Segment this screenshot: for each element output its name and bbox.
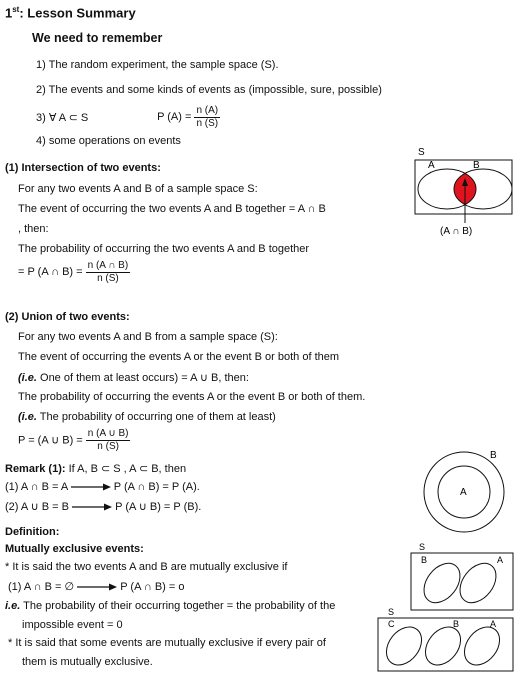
event-a-label: A <box>428 160 435 171</box>
implies-arrow-icon <box>72 502 112 512</box>
event-b-label: B <box>421 555 428 565</box>
union-formula-lhs: P = (A ∪ B) = <box>18 434 83 447</box>
probability-fraction <box>194 105 220 129</box>
definition-line-6: them is mutually exclusive. <box>22 656 153 668</box>
fraction-numerator: n (A ∪ B) <box>87 428 129 439</box>
union-line-2: The event of occurring the events A or the event B or both of them <box>18 351 340 363</box>
ie-abbrev: (i.e. <box>18 411 37 423</box>
event-a-label: A <box>497 555 504 565</box>
section-subtitle: We need to remember <box>32 31 163 45</box>
remark-rule-1 <box>5 481 200 493</box>
remark-label: Remark (1): <box>5 463 66 475</box>
definition-line-2 <box>8 580 185 593</box>
definition-line-1: * It is said the two events A and B are mutually exclusive if <box>5 561 288 573</box>
fraction-denominator: n (S) <box>97 272 119 284</box>
implies-arrow-icon <box>71 482 111 492</box>
remember-item-4: 4) some operations on events <box>36 135 181 147</box>
remember-item-1: 1) The random experiment, the sample space (S). <box>36 59 279 71</box>
fraction-denominator: n (S) <box>196 117 219 129</box>
fraction-numerator: n (A) <box>196 105 219 116</box>
definition-heading: Definition: <box>5 526 60 538</box>
remark-rule-2 <box>5 500 201 513</box>
ie-abbrev: i.e. <box>5 600 21 612</box>
event-a-label: A <box>460 487 467 498</box>
event-b-ellipse <box>418 620 467 672</box>
remember-item-3-p: P (A) = <box>157 111 192 123</box>
implies-arrow-icon <box>77 582 117 592</box>
union-line-3-text: One of them at least occurs) = A ∪ B, then: <box>36 372 249 384</box>
union-line-5-text: The probability of occurring one of them at least) <box>36 411 276 423</box>
event-b-label: B <box>473 160 480 171</box>
remark-rule-1-rhs: P (A ∩ B) = P (A). <box>113 481 200 493</box>
remark-rule-1-lhs: (1) A ∩ B = A <box>5 481 68 493</box>
union-line-1: For any two events A and B from a sample space (S): <box>18 331 278 343</box>
event-a-label: A <box>490 619 497 629</box>
union-heading: (2) Union of two events: <box>5 311 130 323</box>
ie-abbrev: (i.e. <box>18 372 37 384</box>
remark-condition: If A, B ⊂ S , A ⊂ B, then <box>65 463 187 475</box>
event-c-label: C <box>388 619 395 629</box>
event-a-ellipse <box>457 620 506 672</box>
subset-venn-diagram <box>418 446 508 536</box>
event-b-label: B <box>453 619 460 629</box>
definition-line-3-text: The probability of their occurring together = the probability of the <box>20 600 336 612</box>
intersection-formula-lhs: = P (A ∩ B) = <box>18 266 83 278</box>
sample-space-label: S <box>419 542 426 552</box>
definition-subheading: Mutually exclusive events: <box>5 543 144 555</box>
event-a-ellipse <box>453 556 504 609</box>
fraction-denominator: n (S) <box>97 440 119 452</box>
event-c-ellipse <box>379 620 428 672</box>
intersection-fraction <box>86 260 131 284</box>
intersection-formula <box>18 260 130 284</box>
intersection-venn-diagram <box>412 145 517 240</box>
union-fraction <box>86 428 131 452</box>
intersection-caption: (A ∩ B) <box>440 226 473 237</box>
remember-item-3-lhs: 3) ∀ A ⊂ S <box>36 111 89 124</box>
remark-rule-2-lhs: (2) A ∪ B = B <box>5 501 69 513</box>
definition-line-2-rhs: P (A ∩ B) = o <box>120 581 185 593</box>
remember-item-2: 2) The events and some kinds of events as (impossible, sure, possible) <box>36 84 382 96</box>
page-title: 1st: Lesson Summary <box>5 5 136 21</box>
sample-space-label: S <box>418 147 425 158</box>
definition-line-4: impossible event = 0 <box>22 619 123 631</box>
intersection-line-2: The event of occurring the two events A and B together = A ∩ B <box>18 203 326 215</box>
intersection-line-1: For any two events A and B of a sample space S: <box>18 183 258 195</box>
sample-space-label: S <box>388 607 395 617</box>
union-line-3 <box>18 371 249 384</box>
disjoint-three-diagram <box>376 606 516 674</box>
intersection-heading: (1) Intersection of two events: <box>5 162 161 174</box>
union-line-4: The probability of occurring the events A or the event B or both of them. <box>18 391 366 403</box>
intersection-line-4: The probability of occurring the two events A and B together <box>18 243 310 255</box>
intersection-line-3: , then: <box>18 223 49 235</box>
definition-line-2-lhs: (1) A ∩ B = ∅ <box>8 581 75 593</box>
union-formula <box>18 428 130 452</box>
remark-rule-2-rhs: P (A ∪ B) = P (B). <box>115 501 202 513</box>
definition-line-3 <box>5 600 335 612</box>
definition-line-5: * It is said that some events are mutually exclusive if every pair of <box>8 637 326 649</box>
remember-item-3 <box>36 105 220 129</box>
fraction-numerator: n (A ∩ B) <box>87 260 129 271</box>
remark-heading <box>5 462 186 475</box>
event-b-label: B <box>490 450 497 461</box>
union-line-5 <box>18 411 276 423</box>
disjoint-two-diagram <box>409 541 519 613</box>
